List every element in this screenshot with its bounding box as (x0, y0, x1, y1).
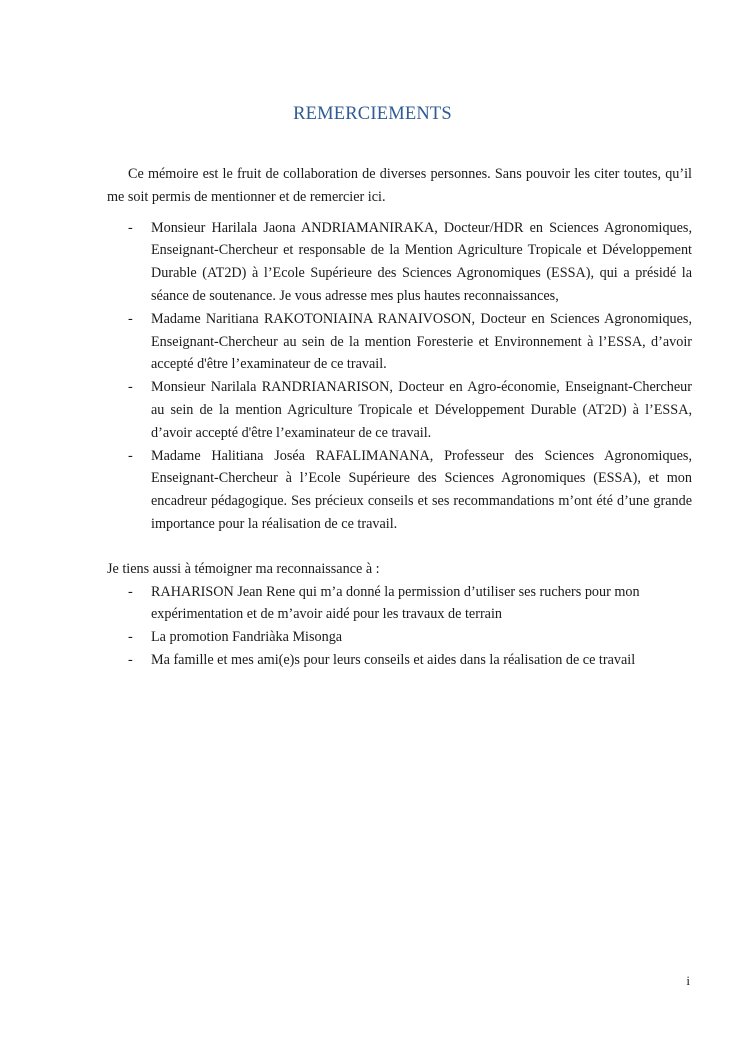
list-item-text: RAHARISON Jean Rene qui m’a donné la permission d’utiliser ses ruchers pour mon expérimentation et de m’avoir aidé pour les travaux de terrain (151, 583, 640, 623)
list-item-text: Madame Halitiana Joséa RAFALIMANANA, Professeur des Sciences Agronomiques, Enseignant-Chercheur à l’Ecole Supérieure des Sciences Agronomiques (ESSA), et mon encadreur pédagogique. Ses précieux conseils et ses recommandations m’ont été d’une grande importance pour la réalisation de ce travail. (151, 447, 692, 532)
list-marker: - (128, 583, 133, 600)
list-marker: - (128, 447, 133, 464)
page-number: i (686, 973, 690, 988)
list-marker: - (128, 310, 133, 327)
other-thanks-list (107, 581, 692, 672)
intro-paragraph: Ce mémoire est le fruit de collaboration de diverses personnes. Sans pouvoir les citer toutes, qu’il me soit permis de mentionner et de remercier ici. (107, 166, 692, 205)
acknowledgement-lead: Je tiens aussi à témoigner ma reconnaissance à : (107, 560, 380, 577)
jury-members-list (107, 217, 692, 536)
list-marker: - (128, 651, 133, 668)
list-item (107, 626, 692, 649)
list-item-text: Monsieur Narilala RANDRIANARISON, Docteur en Agro-économie, Enseignant-Chercheur au sein de la mention Agriculture Tropicale et Développement Durable (AT2D) à l’ESSA, d’avoir accepté d'être l’examinateur de ce travail. (151, 379, 692, 441)
list-item (107, 217, 692, 308)
list-marker: - (128, 629, 133, 646)
page-body (107, 163, 692, 672)
list-item (107, 308, 692, 376)
list-marker: - (128, 219, 133, 236)
list-item (107, 581, 692, 627)
list-item-text: La promotion Fandriàka Misonga (151, 629, 343, 646)
list-item-text: Madame Naritiana RAKOTONIAINA RANAIVOSON, Docteur en Sciences Agronomiques, Enseignant-Chercheur au sein de la mention Foresterie et Environnement à l’ESSA, d’avoir accepté d'être l’examinateur de ce travail. (151, 310, 692, 373)
list-marker: - (128, 379, 133, 396)
list-item-text: Ma famille et mes ami(e)s pour leurs conseils et aides dans la réalisation de ce travail (151, 651, 636, 668)
list-item (107, 376, 692, 444)
page-title: REMERCIEMENTS (293, 104, 452, 124)
list-item-text: Monsieur Harilala Jaona ANDRIAMANIRAKA, Docteur/HDR en Sciences Agronomiques, Enseignant-Chercheur et responsable de la Mention Agriculture Tropicale et Développement Durable (AT2D) à l’Ecole Supérieure des Sciences Agronomiques (ESSA), qui a présidé la séance de soutenance. Je vous adresse mes plus hautes reconnaissances, (151, 219, 692, 304)
list-item (107, 649, 692, 672)
list-item (107, 445, 692, 536)
